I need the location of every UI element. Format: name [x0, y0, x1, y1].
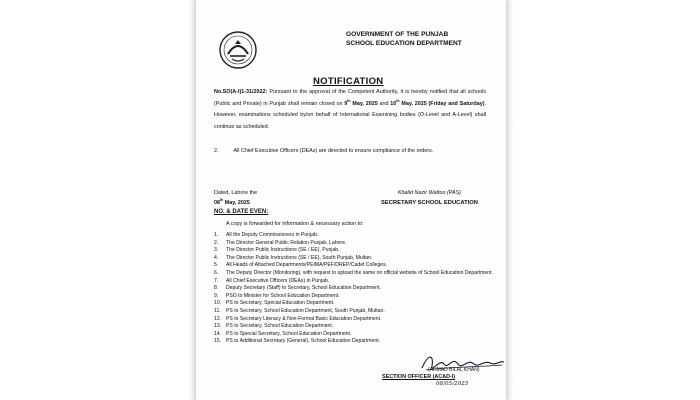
punjab-emblem-icon	[218, 30, 258, 70]
p1-text-a: Pursuant to the approval of the Competent Authority, it is hereby notified that all schools (Public and Private) in Punjab shall remain closed on	[214, 89, 486, 107]
copy-forward-line: A copy is forwarded for information & necessary action to:	[226, 221, 364, 227]
page-shadow-left	[188, 0, 196, 400]
recipient-item	[214, 270, 494, 278]
recipient-text: PS to Special Secretary, School Education Department.	[226, 330, 352, 337]
date1-sup: th	[347, 98, 351, 103]
date2-day: 10	[390, 100, 397, 107]
government-header	[346, 30, 462, 48]
recipient-list	[214, 232, 494, 346]
recipient-item	[214, 338, 494, 346]
recipient-number: 14.	[214, 330, 222, 337]
recipient-number: 2.	[214, 239, 219, 246]
recipient-item	[214, 240, 494, 248]
recipient-item	[214, 293, 494, 301]
closure-date-1	[344, 98, 378, 107]
p1-text-b: . However, examinations scheduled by/on behalf of International Examining bodies (O-Level and A-Level) shall continue as scheduled.	[214, 100, 486, 130]
signer-name: Khalid Nazir Wattoo (PAS)	[397, 190, 461, 196]
recipient-text: PS to Secretary Literacy & Non-Formal Basic Education Department.	[226, 315, 382, 322]
no-date-even: NO. & DATE EVEN:	[214, 209, 269, 215]
recipient-text: The Director General Public Relation Punjab, Lahore.	[226, 239, 347, 246]
p2-text: All Chief Executive Officers (DEAs) are directed to ensure compliance of the orders.	[233, 148, 434, 154]
recipient-text: PS to Secretary, School Education Department, South Punjab, Multan.	[226, 307, 385, 314]
gov-line-2: SCHOOL EDUCATION DEPARTMENT	[346, 40, 462, 47]
document-title: NOTIFICATION	[313, 76, 384, 87]
recipient-text: All Chief Executive Officers (DEAs) in Punjab.	[226, 277, 330, 284]
recipient-item	[214, 285, 494, 293]
recipient-item	[214, 323, 494, 331]
signer-title: SECRETARY SCHOOL EDUCATION	[381, 199, 478, 206]
recipient-item	[214, 232, 494, 240]
page-shadow-right	[506, 0, 514, 400]
date1-rest: May, 2025	[350, 100, 378, 107]
reference-number: No.SO(A-I)1-31/2022:	[214, 89, 268, 95]
recipient-item	[214, 308, 494, 316]
recipient-text: PS to Secretary, Special Education Department.	[226, 300, 335, 307]
recipient-number: 1.	[214, 232, 219, 238]
recipient-text: Deputy Secretary (Staff) to Secretary, School Education Department.	[226, 285, 381, 292]
recipient-item	[214, 262, 494, 270]
date1-day: 9	[344, 100, 348, 107]
closure-date-2	[390, 98, 485, 107]
recipient-number: 3.	[214, 247, 219, 254]
recipient-text: The Deputy Director (Monitoring), with request to upload the same on official website of School Education Department.	[226, 269, 493, 276]
date2-rest: May, 2025 (Friday and Saturday)	[399, 100, 485, 107]
p2-number: 2.	[214, 148, 219, 154]
recipient-item	[214, 247, 494, 255]
recipient-number: 9.	[214, 292, 219, 299]
recipient-number: 5.	[214, 262, 219, 269]
recipient-text: The Director Public Instructions (SE / EE), Punjab.	[226, 247, 340, 254]
recipient-item	[214, 278, 494, 286]
signature-date: 08/05/2025	[436, 381, 469, 387]
dated-day: 08	[214, 199, 220, 206]
recipient-text: The Director Public Instructions (SE / EE), South Punjab, Multan.	[226, 254, 373, 261]
paragraph-2	[214, 146, 486, 158]
recipient-text: PS to Secretary, School Education Department.	[226, 323, 334, 330]
dated-block	[214, 189, 257, 208]
p1-and: and	[377, 100, 391, 107]
recipient-item	[214, 300, 494, 308]
recipient-number: 8.	[214, 285, 219, 292]
recipient-text: PSO to Minister for School Education Department.	[226, 292, 340, 299]
dated-rest: May, 2025	[223, 199, 250, 206]
recipient-number: 7.	[214, 277, 219, 284]
signer-block	[381, 189, 478, 208]
recipient-item	[214, 331, 494, 339]
date2-sup: th	[396, 98, 400, 103]
notification-document	[196, 0, 506, 400]
signature-title: SECTION OFFICER (ACAD-I)	[382, 374, 456, 380]
recipient-number: 10.	[214, 300, 222, 307]
dated-sup: th	[220, 197, 224, 202]
dated-line-1: Dated, Lahore the	[214, 190, 258, 196]
recipient-number: 15.	[214, 338, 222, 345]
recipient-number: 12.	[214, 315, 222, 322]
signature-name: (AHMAD BILAL KHAN)	[428, 367, 480, 373]
recipient-text: All Heads of Attached Departments/PEIMA/PEF/DREP/Cadet Colleges.	[226, 262, 388, 269]
recipient-text: PS to Additional Secretary (General), School Education Department.	[226, 338, 381, 345]
recipient-number: 13.	[214, 323, 222, 330]
recipient-number: 4.	[214, 254, 219, 261]
recipient-number: 11.	[214, 307, 221, 314]
recipient-text: All the Deputy Commissioners in Punjab.	[226, 232, 319, 238]
dated-line-2	[214, 199, 257, 209]
gov-line-1: GOVERNMENT OF THE PUNJAB	[346, 31, 449, 38]
recipient-item	[214, 316, 494, 324]
recipient-number: 6.	[214, 269, 219, 276]
paragraph-1	[214, 87, 486, 133]
recipient-item	[214, 255, 494, 263]
